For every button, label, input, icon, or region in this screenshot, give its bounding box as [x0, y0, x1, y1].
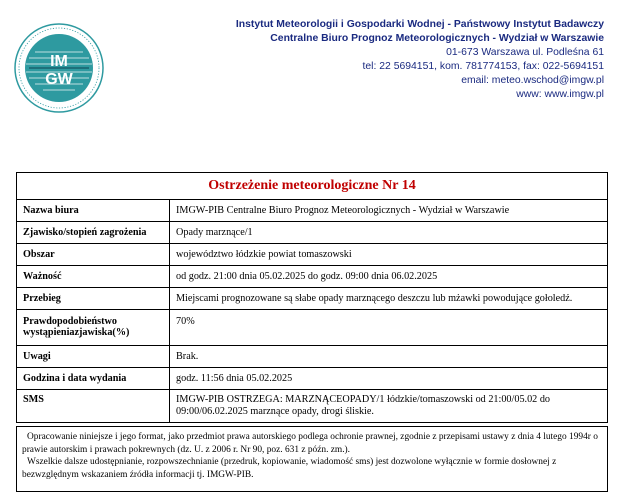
row-value: Opady marznące/1 — [170, 222, 608, 244]
row-value: Brak. — [170, 346, 608, 368]
table-row — [17, 346, 608, 368]
row-value: Miejscami prognozowane są słabe opady marznącego deszczu lub mżawki powodujące gołoledź. — [170, 288, 608, 310]
table-row — [17, 310, 608, 346]
warning-title: Ostrzeżenie meteorologiczne Nr 14 — [17, 173, 608, 200]
institute-phone: tel: 22 5694151, kom. 781774153, fax: 022-5694151 — [362, 61, 604, 72]
row-value: 70% — [170, 310, 608, 346]
table-row — [17, 266, 608, 288]
row-label: Uwagi — [17, 346, 170, 368]
row-label: Przebieg — [17, 288, 170, 310]
table-row — [17, 288, 608, 310]
institute-header — [184, 18, 604, 102]
logo-gw-text: GW — [45, 71, 73, 88]
row-value: IMGW-PIB Centralne Biuro Prognoz Meteorologicznych - Wydział w Warszawie — [170, 200, 608, 222]
institute-email: email: meteo.wschod@imgw.pl — [461, 75, 604, 86]
warning-title-row — [17, 173, 608, 200]
institute-name: Instytut Meteorologii i Gospodarki Wodnej - Państwowy Instytut Badawczy — [235, 19, 604, 30]
row-label: Nazwa biura — [17, 200, 170, 222]
row-label: SMS — [17, 390, 170, 423]
table-row — [17, 200, 608, 222]
copyright-paragraph: Opracowanie niniejsze i jego format, jako przedmiot prawa autorskiego podlega ochronie prawnej, zgodnie z przepisami ustawy z dnia 4 lutego 1994r o prawie autorskim i prawach pokrewnych (dz. U. z 2006 r. Nr 90, poz. 631 z późn. zm.). — [22, 432, 598, 455]
row-value: godz. 11:56 dnia 05.02.2025 — [170, 368, 608, 390]
row-value: IMGW-PIB OSTRZEGA: MARZNĄCEOPADY/1 łódzkie/tomaszowski od 21:00/05.02 do 09:00/06.02.2025 marznące opady, drogi śliskie. — [170, 390, 608, 423]
row-label: Zjawisko/stopień zagrożenia — [17, 222, 170, 244]
table-row — [17, 244, 608, 266]
imgw-logo-graphic — [13, 22, 105, 114]
row-label: Ważność — [17, 266, 170, 288]
row-label: Godzina i data wydania — [17, 368, 170, 390]
row-value: od godz. 21:00 dnia 05.02.2025 do godz. 09:00 dnia 06.02.2025 — [170, 266, 608, 288]
institute-www: www: www.imgw.pl — [516, 89, 604, 100]
row-value: województwo łódzkie powiat tomaszowski — [170, 244, 608, 266]
table-row — [17, 390, 608, 423]
row-label: Obszar — [17, 244, 170, 266]
redistribution-paragraph: Wszelkie dalsze udostępnianie, rozpowszechnianie (przedruk, kopiowanie, wiadomość sms) jest dozwolone wyłącznie w formie dosłownej z bezwzględnym wskazaniem źródła informacji tj. IMGW-PIB. — [22, 457, 557, 480]
warning-table — [16, 172, 608, 423]
row-label: Prawdopodobieństwo wystąpieniazjawiska(%) — [17, 310, 170, 346]
table-row — [17, 368, 608, 390]
table-row — [17, 222, 608, 244]
imgw-logo — [13, 22, 105, 114]
copyright-notice — [16, 426, 608, 492]
institute-address: 01-673 Warszawa ul. Podleśna 61 — [446, 47, 604, 58]
logo-im-text: IM — [50, 53, 68, 70]
institute-department: Centralne Biuro Prognoz Meteorologicznych - Wydział w Warszawie — [270, 33, 604, 44]
